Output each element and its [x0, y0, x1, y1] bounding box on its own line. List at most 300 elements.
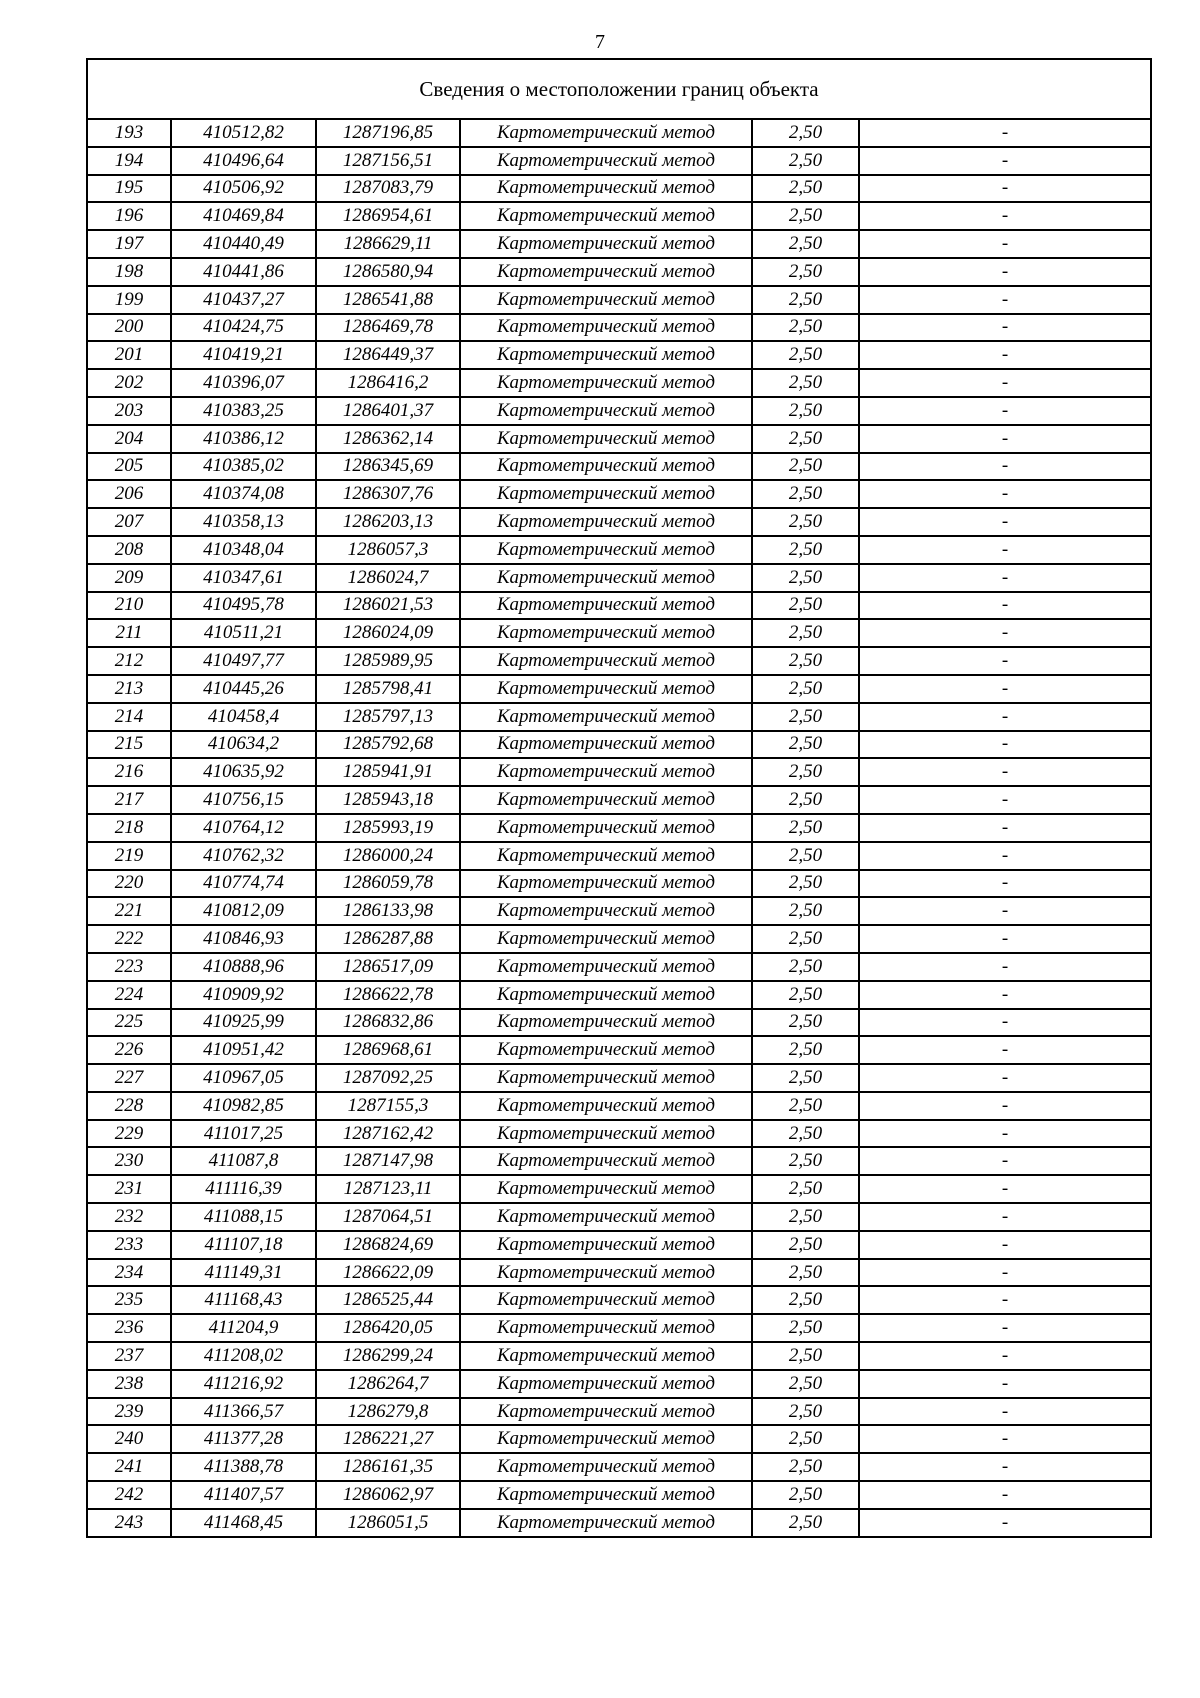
description-cell: -	[859, 675, 1151, 703]
description-cell: -	[859, 1425, 1151, 1453]
y-coordinate-cell: 1286362,14	[316, 425, 460, 453]
point-number-cell: 216	[87, 758, 171, 786]
point-number-cell: 212	[87, 647, 171, 675]
table-row	[87, 647, 1151, 675]
accuracy-cell: 2,50	[752, 1314, 859, 1342]
point-number-cell: 200	[87, 314, 171, 342]
y-coordinate-cell: 1286622,78	[316, 981, 460, 1009]
x-coordinate-cell: 410441,86	[171, 258, 316, 286]
description-cell: -	[859, 258, 1151, 286]
y-coordinate-cell: 1285798,41	[316, 675, 460, 703]
point-number-cell: 220	[87, 870, 171, 898]
x-coordinate-cell: 410764,12	[171, 814, 316, 842]
point-number-cell: 214	[87, 703, 171, 731]
table-row	[87, 1036, 1151, 1064]
y-coordinate-cell: 1286954,61	[316, 202, 460, 230]
accuracy-cell: 2,50	[752, 119, 859, 147]
table-row	[87, 1481, 1151, 1509]
description-cell: -	[859, 1314, 1151, 1342]
method-cell: Картометрический метод	[460, 508, 752, 536]
x-coordinate-cell: 410374,08	[171, 480, 316, 508]
x-coordinate-cell: 410909,92	[171, 981, 316, 1009]
x-coordinate-cell: 410469,84	[171, 202, 316, 230]
method-cell: Картометрический метод	[460, 897, 752, 925]
accuracy-cell: 2,50	[752, 1203, 859, 1231]
table-row	[87, 1509, 1151, 1537]
description-cell: -	[859, 731, 1151, 759]
accuracy-cell: 2,50	[752, 897, 859, 925]
x-coordinate-cell: 410396,07	[171, 369, 316, 397]
point-number-cell: 230	[87, 1147, 171, 1175]
method-cell: Картометрический метод	[460, 1120, 752, 1148]
table-row	[87, 425, 1151, 453]
table-row	[87, 1064, 1151, 1092]
table-row	[87, 564, 1151, 592]
method-cell: Картометрический метод	[460, 814, 752, 842]
x-coordinate-cell: 411149,31	[171, 1259, 316, 1287]
point-number-cell: 206	[87, 480, 171, 508]
method-cell: Картометрический метод	[460, 453, 752, 481]
point-number-cell: 207	[87, 508, 171, 536]
method-cell: Картометрический метод	[460, 1342, 752, 1370]
y-coordinate-cell: 1286345,69	[316, 453, 460, 481]
description-cell: -	[859, 981, 1151, 1009]
method-cell: Картометрический метод	[460, 1481, 752, 1509]
y-coordinate-cell: 1286968,61	[316, 1036, 460, 1064]
table-row	[87, 675, 1151, 703]
point-number-cell: 235	[87, 1286, 171, 1314]
description-cell: -	[859, 925, 1151, 953]
accuracy-cell: 2,50	[752, 647, 859, 675]
x-coordinate-cell: 411366,57	[171, 1398, 316, 1426]
table-row	[87, 1259, 1151, 1287]
method-cell: Картометрический метод	[460, 286, 752, 314]
accuracy-cell: 2,50	[752, 1370, 859, 1398]
accuracy-cell: 2,50	[752, 564, 859, 592]
x-coordinate-cell: 410635,92	[171, 758, 316, 786]
x-coordinate-cell: 411407,57	[171, 1481, 316, 1509]
boundary-table	[86, 58, 1152, 1538]
point-number-cell: 211	[87, 619, 171, 647]
accuracy-cell: 2,50	[752, 1147, 859, 1175]
table-row	[87, 175, 1151, 203]
accuracy-cell: 2,50	[752, 480, 859, 508]
x-coordinate-cell: 410982,85	[171, 1092, 316, 1120]
y-coordinate-cell: 1286221,27	[316, 1425, 460, 1453]
y-coordinate-cell: 1286622,09	[316, 1259, 460, 1287]
y-coordinate-cell: 1286541,88	[316, 286, 460, 314]
table-row	[87, 981, 1151, 1009]
table-row	[87, 1175, 1151, 1203]
method-cell: Картометрический метод	[460, 1036, 752, 1064]
x-coordinate-cell: 411388,78	[171, 1453, 316, 1481]
accuracy-cell: 2,50	[752, 1453, 859, 1481]
accuracy-cell: 2,50	[752, 397, 859, 425]
accuracy-cell: 2,50	[752, 870, 859, 898]
accuracy-cell: 2,50	[752, 341, 859, 369]
point-number-cell: 241	[87, 1453, 171, 1481]
description-cell: -	[859, 786, 1151, 814]
method-cell: Картометрический метод	[460, 564, 752, 592]
description-cell: -	[859, 147, 1151, 175]
x-coordinate-cell: 410437,27	[171, 286, 316, 314]
y-coordinate-cell: 1285943,18	[316, 786, 460, 814]
x-coordinate-cell: 410496,64	[171, 147, 316, 175]
x-coordinate-cell: 410445,26	[171, 675, 316, 703]
y-coordinate-cell: 1286024,7	[316, 564, 460, 592]
description-cell: -	[859, 536, 1151, 564]
method-cell: Картометрический метод	[460, 1370, 752, 1398]
x-coordinate-cell: 410424,75	[171, 314, 316, 342]
point-number-cell: 198	[87, 258, 171, 286]
description-cell: -	[859, 453, 1151, 481]
accuracy-cell: 2,50	[752, 1398, 859, 1426]
x-coordinate-cell: 411087,8	[171, 1147, 316, 1175]
accuracy-cell: 2,50	[752, 258, 859, 286]
description-cell: -	[859, 230, 1151, 258]
x-coordinate-cell: 411088,15	[171, 1203, 316, 1231]
table-row	[87, 1286, 1151, 1314]
description-cell: -	[859, 1342, 1151, 1370]
y-coordinate-cell: 1286024,09	[316, 619, 460, 647]
description-cell: -	[859, 1009, 1151, 1037]
accuracy-cell: 2,50	[752, 1425, 859, 1453]
table-row	[87, 1425, 1151, 1453]
method-cell: Картометрический метод	[460, 758, 752, 786]
y-coordinate-cell: 1287155,3	[316, 1092, 460, 1120]
point-number-cell: 233	[87, 1231, 171, 1259]
accuracy-cell: 2,50	[752, 953, 859, 981]
x-coordinate-cell: 410951,42	[171, 1036, 316, 1064]
description-cell: -	[859, 1231, 1151, 1259]
point-number-cell: 195	[87, 175, 171, 203]
description-cell: -	[859, 897, 1151, 925]
y-coordinate-cell: 1286307,76	[316, 480, 460, 508]
method-cell: Картометрический метод	[460, 230, 752, 258]
accuracy-cell: 2,50	[752, 1286, 859, 1314]
method-cell: Картометрический метод	[460, 842, 752, 870]
accuracy-cell: 2,50	[752, 592, 859, 620]
y-coordinate-cell: 1286824,69	[316, 1231, 460, 1259]
y-coordinate-cell: 1287196,85	[316, 119, 460, 147]
method-cell: Картометрический метод	[460, 1453, 752, 1481]
accuracy-cell: 2,50	[752, 814, 859, 842]
table-row	[87, 202, 1151, 230]
table-row	[87, 1203, 1151, 1231]
point-number-cell: 210	[87, 592, 171, 620]
x-coordinate-cell: 410495,78	[171, 592, 316, 620]
x-coordinate-cell: 411107,18	[171, 1231, 316, 1259]
method-cell: Картометрический метод	[460, 1092, 752, 1120]
accuracy-cell: 2,50	[752, 1175, 859, 1203]
method-cell: Картометрический метод	[460, 480, 752, 508]
y-coordinate-cell: 1286420,05	[316, 1314, 460, 1342]
point-number-cell: 221	[87, 897, 171, 925]
x-coordinate-cell: 410497,77	[171, 647, 316, 675]
x-coordinate-cell: 411216,92	[171, 1370, 316, 1398]
description-cell: -	[859, 1120, 1151, 1148]
point-number-cell: 223	[87, 953, 171, 981]
table-row	[87, 314, 1151, 342]
accuracy-cell: 2,50	[752, 981, 859, 1009]
method-cell: Картометрический метод	[460, 1203, 752, 1231]
accuracy-cell: 2,50	[752, 508, 859, 536]
point-number-cell: 236	[87, 1314, 171, 1342]
description-cell: -	[859, 202, 1151, 230]
point-number-cell: 234	[87, 1259, 171, 1287]
y-coordinate-cell: 1285797,13	[316, 703, 460, 731]
method-cell: Картометрический метод	[460, 1175, 752, 1203]
method-cell: Картометрический метод	[460, 1398, 752, 1426]
x-coordinate-cell: 411017,25	[171, 1120, 316, 1148]
y-coordinate-cell: 1287123,11	[316, 1175, 460, 1203]
point-number-cell: 240	[87, 1425, 171, 1453]
description-cell: -	[859, 647, 1151, 675]
method-cell: Картометрический метод	[460, 731, 752, 759]
x-coordinate-cell: 410634,2	[171, 731, 316, 759]
x-coordinate-cell: 410967,05	[171, 1064, 316, 1092]
point-number-cell: 228	[87, 1092, 171, 1120]
table-row	[87, 814, 1151, 842]
x-coordinate-cell: 410386,12	[171, 425, 316, 453]
method-cell: Картометрический метод	[460, 953, 752, 981]
x-coordinate-cell: 410383,25	[171, 397, 316, 425]
method-cell: Картометрический метод	[460, 314, 752, 342]
page-number: 7	[595, 31, 605, 53]
point-number-cell: 224	[87, 981, 171, 1009]
point-number-cell: 201	[87, 341, 171, 369]
method-cell: Картометрический метод	[460, 1231, 752, 1259]
x-coordinate-cell: 410888,96	[171, 953, 316, 981]
x-coordinate-cell: 411377,28	[171, 1425, 316, 1453]
point-number-cell: 239	[87, 1398, 171, 1426]
x-coordinate-cell: 410762,32	[171, 842, 316, 870]
table-row	[87, 453, 1151, 481]
y-coordinate-cell: 1286629,11	[316, 230, 460, 258]
y-coordinate-cell: 1286287,88	[316, 925, 460, 953]
method-cell: Картометрический метод	[460, 647, 752, 675]
table-row	[87, 286, 1151, 314]
table-row	[87, 480, 1151, 508]
description-cell: -	[859, 1398, 1151, 1426]
table-row	[87, 1314, 1151, 1342]
description-cell: -	[859, 1509, 1151, 1537]
description-cell: -	[859, 314, 1151, 342]
accuracy-cell: 2,50	[752, 175, 859, 203]
description-cell: -	[859, 814, 1151, 842]
point-number-cell: 217	[87, 786, 171, 814]
method-cell: Картометрический метод	[460, 341, 752, 369]
accuracy-cell: 2,50	[752, 675, 859, 703]
accuracy-cell: 2,50	[752, 425, 859, 453]
point-number-cell: 203	[87, 397, 171, 425]
point-number-cell: 237	[87, 1342, 171, 1370]
y-coordinate-cell: 1286021,53	[316, 592, 460, 620]
y-coordinate-cell: 1286000,24	[316, 842, 460, 870]
accuracy-cell: 2,50	[752, 1481, 859, 1509]
y-coordinate-cell: 1286401,37	[316, 397, 460, 425]
x-coordinate-cell: 410846,93	[171, 925, 316, 953]
x-coordinate-cell: 410348,04	[171, 536, 316, 564]
accuracy-cell: 2,50	[752, 731, 859, 759]
accuracy-cell: 2,50	[752, 230, 859, 258]
table-row	[87, 258, 1151, 286]
method-cell: Картометрический метод	[460, 397, 752, 425]
x-coordinate-cell: 411204,9	[171, 1314, 316, 1342]
description-cell: -	[859, 1453, 1151, 1481]
accuracy-cell: 2,50	[752, 536, 859, 564]
description-cell: -	[859, 870, 1151, 898]
table-row	[87, 925, 1151, 953]
method-cell: Картометрический метод	[460, 703, 752, 731]
y-coordinate-cell: 1286832,86	[316, 1009, 460, 1037]
table-row	[87, 369, 1151, 397]
table-row	[87, 536, 1151, 564]
description-cell: -	[859, 119, 1151, 147]
table-row	[87, 508, 1151, 536]
table-row	[87, 1120, 1151, 1148]
point-number-cell: 202	[87, 369, 171, 397]
method-cell: Картометрический метод	[460, 1286, 752, 1314]
point-number-cell: 215	[87, 731, 171, 759]
method-cell: Картометрический метод	[460, 147, 752, 175]
accuracy-cell: 2,50	[752, 1342, 859, 1370]
accuracy-cell: 2,50	[752, 1009, 859, 1037]
method-cell: Картометрический метод	[460, 202, 752, 230]
method-cell: Картометрический метод	[460, 1314, 752, 1342]
method-cell: Картометрический метод	[460, 369, 752, 397]
x-coordinate-cell: 410347,61	[171, 564, 316, 592]
point-number-cell: 199	[87, 286, 171, 314]
table-row	[87, 341, 1151, 369]
x-coordinate-cell: 410774,74	[171, 870, 316, 898]
method-cell: Картометрический метод	[460, 925, 752, 953]
point-number-cell: 229	[87, 1120, 171, 1148]
method-cell: Картометрический метод	[460, 1009, 752, 1037]
y-coordinate-cell: 1286517,09	[316, 953, 460, 981]
y-coordinate-cell: 1286525,44	[316, 1286, 460, 1314]
description-cell: -	[859, 508, 1151, 536]
y-coordinate-cell: 1286051,5	[316, 1509, 460, 1537]
y-coordinate-cell: 1286580,94	[316, 258, 460, 286]
table-row	[87, 703, 1151, 731]
description-cell: -	[859, 286, 1151, 314]
y-coordinate-cell: 1287147,98	[316, 1147, 460, 1175]
x-coordinate-cell: 410419,21	[171, 341, 316, 369]
y-coordinate-cell: 1287083,79	[316, 175, 460, 203]
point-number-cell: 225	[87, 1009, 171, 1037]
table-title: Сведения о местоположении границ объекта	[87, 59, 1151, 119]
accuracy-cell: 2,50	[752, 619, 859, 647]
point-number-cell: 196	[87, 202, 171, 230]
accuracy-cell: 2,50	[752, 925, 859, 953]
y-coordinate-cell: 1286279,8	[316, 1398, 460, 1426]
description-cell: -	[859, 1092, 1151, 1120]
y-coordinate-cell: 1287156,51	[316, 147, 460, 175]
x-coordinate-cell: 411468,45	[171, 1509, 316, 1537]
method-cell: Картометрический метод	[460, 1509, 752, 1537]
x-coordinate-cell: 410385,02	[171, 453, 316, 481]
description-cell: -	[859, 480, 1151, 508]
description-cell: -	[859, 758, 1151, 786]
x-coordinate-cell: 410440,49	[171, 230, 316, 258]
x-coordinate-cell: 410925,99	[171, 1009, 316, 1037]
point-number-cell: 209	[87, 564, 171, 592]
table-row	[87, 897, 1151, 925]
accuracy-cell: 2,50	[752, 1231, 859, 1259]
y-coordinate-cell: 1285792,68	[316, 731, 460, 759]
y-coordinate-cell: 1285941,91	[316, 758, 460, 786]
table-row	[87, 397, 1151, 425]
y-coordinate-cell: 1286469,78	[316, 314, 460, 342]
table-row	[87, 230, 1151, 258]
description-cell: -	[859, 397, 1151, 425]
description-cell: -	[859, 619, 1151, 647]
accuracy-cell: 2,50	[752, 1509, 859, 1537]
description-cell: -	[859, 1203, 1151, 1231]
accuracy-cell: 2,50	[752, 1064, 859, 1092]
table-row	[87, 592, 1151, 620]
y-coordinate-cell: 1287162,42	[316, 1120, 460, 1148]
y-coordinate-cell: 1286449,37	[316, 341, 460, 369]
description-cell: -	[859, 564, 1151, 592]
y-coordinate-cell: 1285993,19	[316, 814, 460, 842]
y-coordinate-cell: 1285989,95	[316, 647, 460, 675]
description-cell: -	[859, 953, 1151, 981]
description-cell: -	[859, 341, 1151, 369]
accuracy-cell: 2,50	[752, 842, 859, 870]
table-row	[87, 1342, 1151, 1370]
table-row	[87, 1453, 1151, 1481]
table-row	[87, 842, 1151, 870]
table-row	[87, 870, 1151, 898]
method-cell: Картометрический метод	[460, 1064, 752, 1092]
description-cell: -	[859, 1147, 1151, 1175]
table-row	[87, 1092, 1151, 1120]
x-coordinate-cell: 410458,4	[171, 703, 316, 731]
description-cell: -	[859, 1175, 1151, 1203]
accuracy-cell: 2,50	[752, 786, 859, 814]
description-cell: -	[859, 1481, 1151, 1509]
x-coordinate-cell: 410812,09	[171, 897, 316, 925]
table-row	[87, 786, 1151, 814]
x-coordinate-cell: 410358,13	[171, 508, 316, 536]
accuracy-cell: 2,50	[752, 286, 859, 314]
y-coordinate-cell: 1286057,3	[316, 536, 460, 564]
table-row	[87, 953, 1151, 981]
table-row	[87, 1009, 1151, 1037]
x-coordinate-cell: 410511,21	[171, 619, 316, 647]
point-number-cell: 242	[87, 1481, 171, 1509]
description-cell: -	[859, 1036, 1151, 1064]
x-coordinate-cell: 411168,43	[171, 1286, 316, 1314]
y-coordinate-cell: 1286161,35	[316, 1453, 460, 1481]
point-number-cell: 219	[87, 842, 171, 870]
table-row	[87, 119, 1151, 147]
point-number-cell: 227	[87, 1064, 171, 1092]
point-number-cell: 218	[87, 814, 171, 842]
point-number-cell: 205	[87, 453, 171, 481]
point-number-cell: 238	[87, 1370, 171, 1398]
x-coordinate-cell: 410756,15	[171, 786, 316, 814]
accuracy-cell: 2,50	[752, 202, 859, 230]
accuracy-cell: 2,50	[752, 314, 859, 342]
accuracy-cell: 2,50	[752, 369, 859, 397]
y-coordinate-cell: 1287064,51	[316, 1203, 460, 1231]
table-row	[87, 758, 1151, 786]
x-coordinate-cell: 411116,39	[171, 1175, 316, 1203]
y-coordinate-cell: 1286059,78	[316, 870, 460, 898]
